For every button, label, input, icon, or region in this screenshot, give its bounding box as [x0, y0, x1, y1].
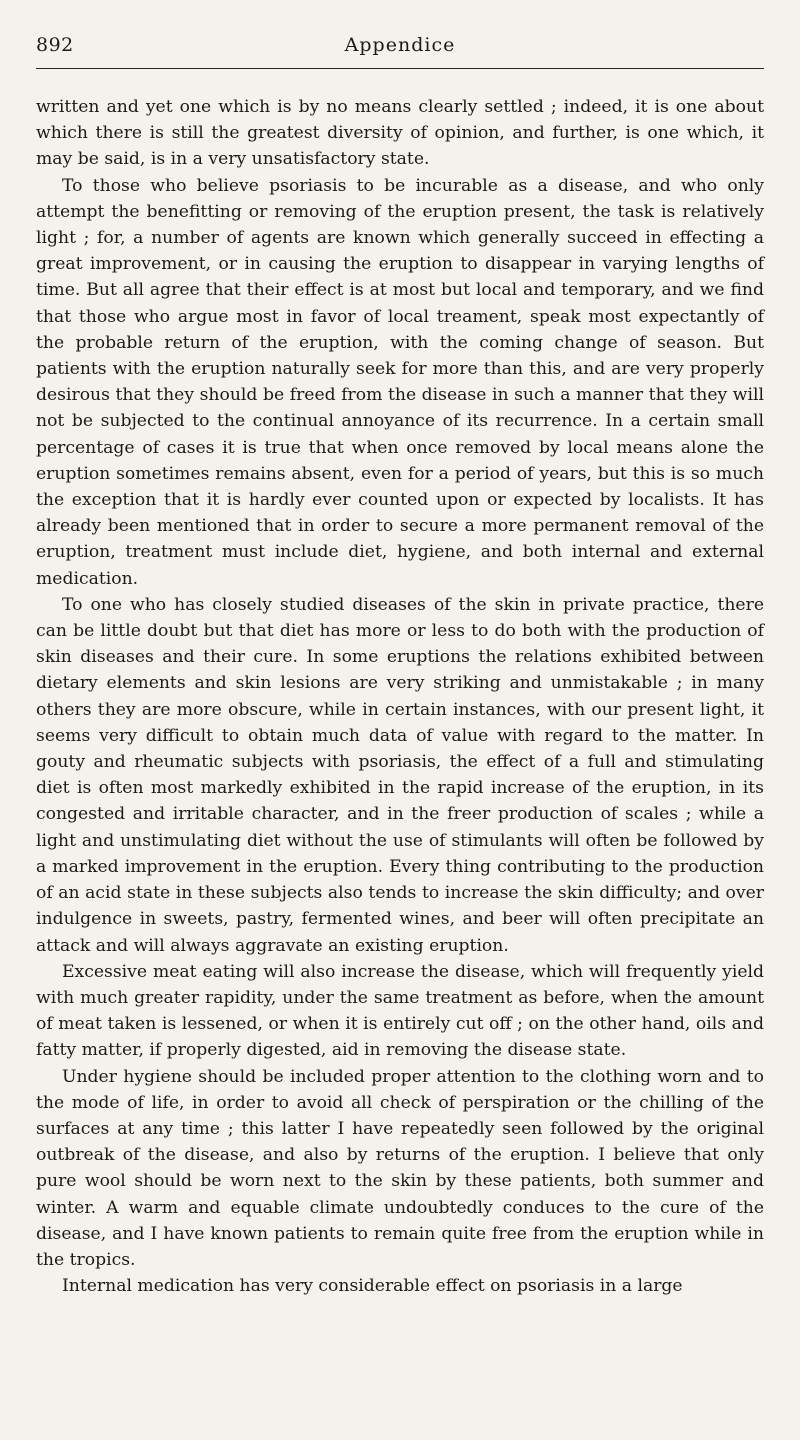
paragraph-hygiene: Under hygiene should be included proper attention to the clothing worn and to the mode of life, in order to avoid all check of perspiration or the chilling of the surfaces at any time ; this latter I have repeatedly seen followed by the original outbreak of the disease, and also by returns of the eruption. I believe that only pure wool should be worn next to the skin by these patients, both summer and winter. A warm and equable climate undoubtedly conduces to the cure of the disease, and I have known patients to remain quite free from the eruption while in the tropics. — [36, 1066, 764, 1270]
paragraph-diet: To one who has closely studied diseases of the skin in private practice, there can be little doubt but that diet has more or less to do both with the production of skin diseases and their cure. In some eruptions the relations exhibited between dietary elements and skin lesions are very striking and unmistakable ; in many others they are more obscure, while in certain instances, with our present light, it seems very difficult to obtain much data of value with regard to the matter. In gouty and rheumatic subjects with psoriasis, the effect of a full and stimulating diet is often most markedly exhibited in the rapid increase of the eruption, in its congested and irritable character, and in the freer production of scales ; while a light and unstimulating diet without the use of stimulants will often be followed by a marked improvement in the eruption. Every thing contributing to the production of an acid state in these subjects also tends to increase the skin difficulty; and over indulgence in sweets, pastry, fermented wines, and beer will often precipitate an attack and will always aggravate an existing eruption. — [36, 594, 764, 956]
paragraph-continuation: written and yet one which is by no means clearly settled ; indeed, it is one about which there is still the greatest diversity of opinion, and further, is one which, it may be said, is in a very unsatisfactory state. — [36, 97, 764, 170]
page-number: 892 — [36, 34, 74, 56]
body-text — [36, 94, 764, 1299]
running-head: Appendice — [344, 34, 456, 56]
header-rule — [36, 68, 764, 69]
paragraph-psoriasis-treatment: To those who believe psoriasis to be incurable as a disease, and who only attempt the benefitting or removing of the eruption present, the task is relatively light ; for, a number of agents are known which generally succeed in effecting a great improvement, or in causing the eruption to disappear in varying lengths of time. But all agree that their effect is at most but local and temporary, and we find that those who argue most in favor of local treament, speak most expectantly of the probable return of the eruption, with the coming change of season. But patients with the eruption naturally seek for more than this, and are very properly desirous that they should be freed from the disease in such a manner that they will not be subjected to the continual annoyance of its recurrence. In a certain small percentage of cases it is true that when once removed by local means alone the eruption sometimes remains absent, even for a period of years, but this is so much the exception that it is hardly ever counted upon or expected by localists. It has already been mentioned that in order to secure a more permanent removal of the eruption, treatment must include diet, hygiene, and both internal and external medication. — [36, 175, 764, 589]
book-page — [36, 30, 764, 1299]
paragraph-meat-eating: Excessive meat eating will also increase the disease, which will frequently yield with much greater rapidity, under the same treatment as before, when the amount of meat taken is lessened, or when it is entirely cut off ; on the other hand, oils and fatty matter, if properly digested, aid in removing the disease state. — [36, 961, 764, 1061]
paragraph-internal-medication: Internal medication has very considerable effect on psoriasis in a large — [62, 1276, 683, 1297]
page-header — [36, 30, 764, 64]
